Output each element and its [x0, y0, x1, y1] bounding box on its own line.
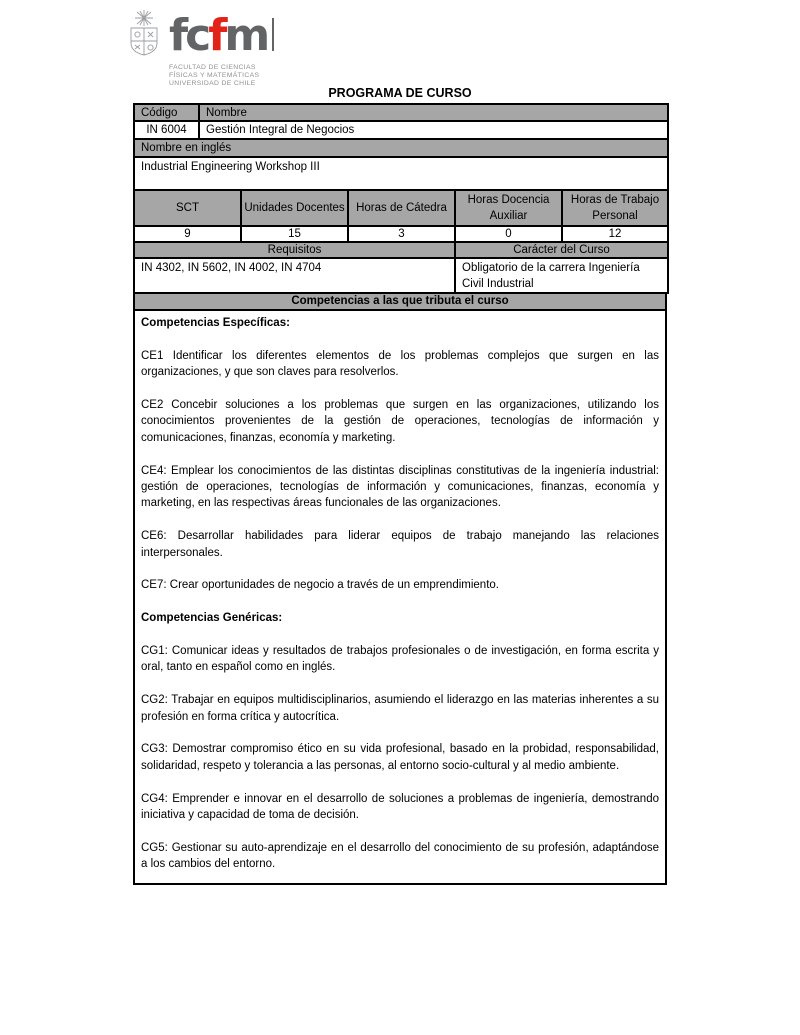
hours-table — [133, 189, 669, 294]
horas-trabajo-header-cell: Horas de Trabajo Personal — [562, 190, 668, 226]
university-crest-icon — [127, 10, 161, 58]
english-name-value-cell: Industrial Engineering Workshop III — [134, 157, 668, 190]
competencia-cg1: CG1: Comunicar ideas y resultados de trabajos profesionales o de investigación, en forma escrita y oral, tanto en español como en inglés. — [141, 645, 659, 674]
competencia-cg3: CG3: Demostrar compromiso ético en su vida profesional, basado en la probidad, responsabilidad, solidaridad, respeto y tolerancia a las personas, al entorno socio-cultural y al medio ambiente. — [141, 743, 659, 772]
sct-header-cell: SCT — [134, 190, 241, 226]
requisitos-value-cell: IN 4302, IN 5602, IN 4002, IN 4704 — [134, 258, 455, 293]
competencia-ce7: CE7: Crear oportunidades de negocio a través de un emprendimiento. — [141, 579, 499, 592]
fcfm-logo — [127, 8, 307, 88]
sct-value-cell: 9 — [134, 226, 241, 242]
course-program-document — [133, 103, 667, 885]
wordmark-m: m — [224, 10, 268, 61]
unidades-docentes-header-cell: Unidades Docentes — [241, 190, 348, 226]
horas-trabajo-value-cell: 12 — [562, 226, 668, 242]
competencias-section-header: Competencias a las que tributa el curso — [133, 292, 667, 311]
horas-catedra-value-cell: 3 — [348, 226, 455, 242]
competencia-cg5: CG5: Gestionar su auto-aprendizaje en el desarrollo del conocimiento de su profesión, adaptándose a los cambios del entorno. — [141, 841, 659, 871]
course-id-table — [133, 103, 669, 191]
genericas-heading: Competencias Genéricas: — [141, 612, 283, 625]
faculty-caption-line1: FACULTAD DE CIENCIAS — [169, 64, 256, 71]
horas-docencia-value-cell: 0 — [455, 226, 562, 242]
unidades-docentes-value-cell: 15 — [241, 226, 348, 242]
competencia-ce2: CE2 Concebir soluciones a los problemas que surgen en las organizaciones, utilizando los conocimientos provenientes de la gestión de operaciones, tecnologías de información y comunicaciones, finanzas, economía y marketing. — [141, 399, 659, 444]
fcfm-wordmark — [169, 10, 274, 61]
faculty-caption — [169, 64, 259, 87]
page-title: PROGRAMA DE CURSO — [328, 86, 472, 100]
nombre-value-cell: Gestión Integral de Negocios — [199, 121, 668, 139]
requisitos-header-cell: Requisitos — [134, 242, 455, 258]
wordmark-red-f: f — [208, 10, 225, 61]
competencia-ce6: CE6: Desarrollar habilidades para liderar equipos de trabajo manejando las relaciones interpersonales. — [141, 530, 659, 559]
wordmark-fc: fc — [169, 10, 209, 61]
caracter-header-cell: Carácter del Curso — [455, 242, 668, 258]
competencia-ce4: CE4: Emplear los conocimientos de las distintas disciplinas constitutivas de la ingeniería industrial: gestión de operaciones, tecnologías de información y comunicaciones, finanzas, economía y marketing, en las respectivas áreas funcionales de las organizaciones. — [141, 464, 659, 510]
competencia-cg4: CG4: Emprender e innovar en el desarrollo de soluciones a problemas de ingeniería, demostrando iniciativa y capacidad de toma de decisión. — [141, 792, 659, 822]
horas-catedra-header-cell: Horas de Cátedra — [348, 190, 455, 226]
especificas-heading: Competencias Específicas: — [141, 317, 290, 329]
english-name-header-cell: Nombre en inglés — [134, 139, 668, 157]
horas-docencia-header-cell: Horas Docencia Auxiliar — [455, 190, 562, 226]
competencias-body — [133, 309, 667, 885]
codigo-header-cell: Código — [134, 104, 199, 121]
codigo-value-cell: IN 6004 — [134, 121, 199, 139]
faculty-caption-line2: FÍSICAS Y MATEMÁTICAS — [169, 71, 260, 79]
caracter-value-cell: Obligatorio de la carrera Ingeniería Civil Industrial — [455, 258, 668, 293]
faculty-caption-line3: UNIVERSIDAD DE CHILE — [169, 79, 256, 87]
competencia-cg2: CG2: Trabajar en equipos multidisciplinarios, asumiendo el liderazgo en las materias inherentes a su profesión en forma crítica y autocrítica. — [141, 694, 659, 723]
nombre-header-cell: Nombre — [199, 104, 668, 121]
competencia-ce1: CE1 Identificar los diferentes elementos de los problemas complejos que surgen en las organizaciones, y que son claves para resolverlos. — [141, 349, 659, 379]
wordmark-bar — [272, 18, 274, 51]
